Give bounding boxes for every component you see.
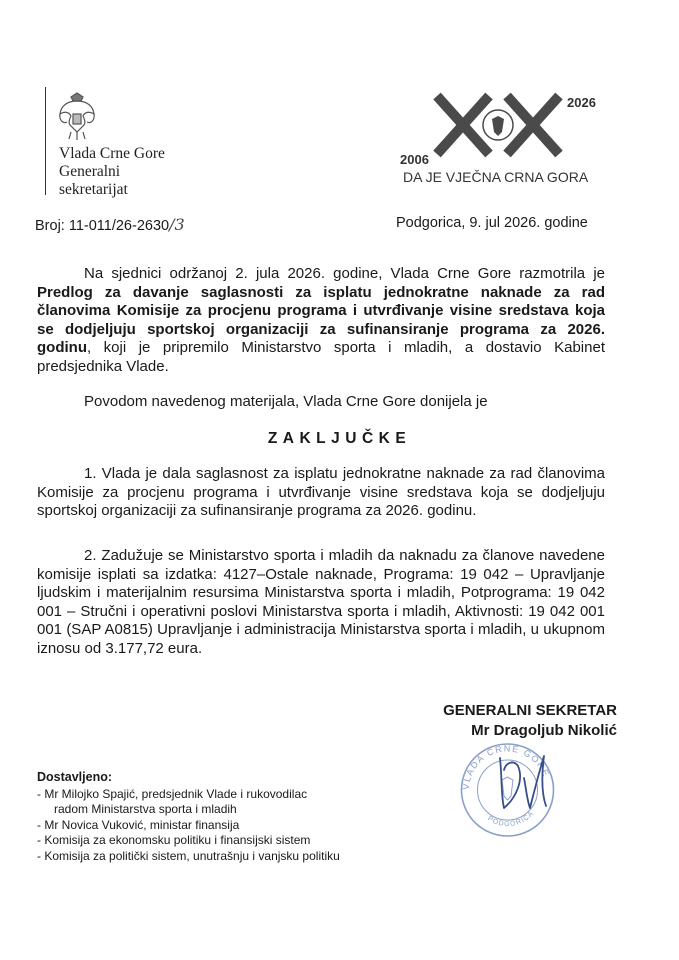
- distribution-list: [37, 770, 340, 864]
- intro-text-2: , koji je pripremilo Ministarstvo sporta i mladih, a dostavio Kabinet predsjednika Vlade.: [37, 339, 605, 375]
- govt-line-1: Vlada Crne Gore: [59, 145, 165, 162]
- conclusions-heading: ZAKLJUČKE: [267, 430, 412, 447]
- stamp-top-text: VLADA CRNE GORE: [460, 743, 552, 791]
- place-date: Podgorica, 9. jul 2026. godine: [396, 215, 588, 231]
- distribution-item: - Mr Milojko Spajić, predsjednik Vlade i rukovodilac: [37, 786, 308, 801]
- distribution-item: - Komisija za ekonomsku politiku i finansijski sistem: [37, 833, 311, 847]
- logo-motto: DA JE VJEČNA CRNA GORA: [403, 169, 589, 185]
- intro-bold-title: Predlog za davanje saglasnosti za isplatu jednokratne naknade za rad članovima Komisije za procjenu programa i utvrđivanje visine sredstava koja se dodjeljuju sportskoj organizaciji za sufinansiranje programa za 2026. godinu: [37, 283, 605, 356]
- govt-line-3: sekretarijat: [59, 181, 128, 198]
- conclusion-2: 2. Zadužuje se Ministarstvo sporta i mladih da naknadu za članove navedene komisije isplati sa izdatka: 4127–Ostale naknade, Programa: 19 042 – Upravljanje ljudskim i materijalnim resursima Ministarstva sporta i mladih, Potprograma: 19 042 001 – Stručni i operativni poslovi Ministarstva sporta i mladih, Aktivnosti: 19 042 001 001 (SAP A0815) Upravljanje i administracija Ministarstva sporta i mladih, u ukupnom iznosu od 3.177,72 eura.: [37, 547, 605, 657]
- logo-year-left: 2006: [400, 152, 429, 167]
- distribution-title: Dostavljeno:: [37, 770, 113, 784]
- government-name: [59, 145, 165, 199]
- stamp-bottom-text: PODGORICA: [486, 809, 536, 829]
- intro-paragraph: [37, 265, 605, 376]
- reference-number: [35, 215, 185, 234]
- signatory-name: Mr Dragoljub Nikolić: [471, 722, 617, 739]
- distribution-item-continuation: radom Ministarstva sporta i mladih: [54, 802, 237, 816]
- intro-text-1: Na sjednici održanoj 2. jula 2026. godine, Vlada Crne Gore razmotrila je: [84, 265, 605, 282]
- distribution-item: - Komisija za politički sistem, unutrašnju i vanjsku politiku: [37, 848, 340, 863]
- handwritten-signature: [494, 748, 552, 818]
- conclusion-1: 1. Vlada je dala saglasnost za isplatu jednokratne naknade za rad članovima Komisije za procjenu programa i utvrđivanje visine sredstava koja se dodjeljuju sportskoj organizaciji za sufinansiranje programa za 2026. godinu.: [37, 465, 605, 519]
- distribution-item: - Mr Novica Vuković, ministar finansija: [37, 817, 240, 832]
- coat-of-arms-icon: [57, 92, 97, 142]
- anniversary-logo: [395, 92, 617, 187]
- govt-line-2: Generalni: [59, 163, 121, 180]
- signatory-title: GENERALNI SEKRETAR: [443, 702, 617, 719]
- logo-year-right: 2026: [567, 95, 596, 110]
- header-divider: [45, 87, 46, 195]
- reference-number-text: Broj: 11-011/26-2630: [35, 218, 170, 234]
- handwritten-suffix: /3: [169, 215, 185, 234]
- intro-line-2: Povodom navedenog materijala, Vlada Crne Gore donijela je: [84, 393, 488, 410]
- signature-block: [380, 701, 617, 741]
